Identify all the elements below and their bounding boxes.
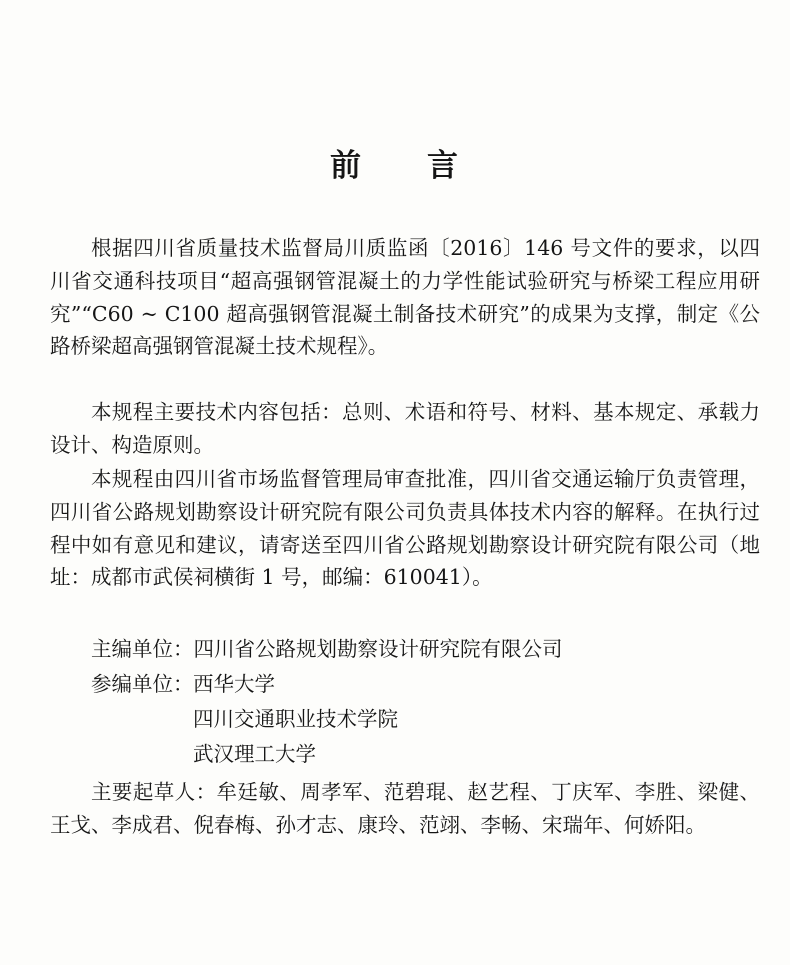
paragraph-basis: 根据四川省质量技术监督局川质监函〔2016〕146 号文件的要求，以四川省交通科技项目“超高强钢管混凝土的力学性能试验研究与桥梁工程应用研究”“C60 ~ C100 超高强钢管混凝土制备技术研究”的成果为支撑，制定《公路桥梁超高强钢管混凝土技术规程》。: [50, 236, 760, 359]
chief-editor-unit: 主编单位：四川省公路规划勘察设计研究院有限公司: [91, 637, 563, 661]
participating-unit-1: 西华大学: [193, 672, 275, 696]
paragraph-approval: 本规程由四川省市场监督管理局审查批准，四川省交通运输厅负责管理，四川省公路规划勘察设计研究院有限公司负责具体技术内容的解释。在执行过程中如有意见和建议，请寄送至四川省公路规划勘察设计研究院有限公司（地址：成都市武侯祠横街 1 号，邮编：610041）。: [50, 467, 760, 590]
paragraph-contents: 本规程主要技术内容包括：总则、术语和符号、材料、基本规定、承载力设计、构造原则。: [50, 400, 760, 457]
page-title: [0, 140, 790, 185]
participating-unit-3: 武汉理工大学: [193, 742, 316, 766]
participating-units-label: 参编单位：: [91, 672, 194, 696]
title-char-1: 前: [330, 148, 363, 184]
paragraph-drafters: 主要起草人：牟廷敏、周孝军、范碧琨、赵艺程、丁庆军、李胜、梁健、王戈、李成君、倪春梅、孙才志、康玲、范翊、李畅、宋瑞年、何娇阳。: [50, 780, 760, 837]
participating-unit-2: 四川交通职业技术学院: [193, 707, 398, 731]
title-char-2: 言: [427, 148, 460, 184]
